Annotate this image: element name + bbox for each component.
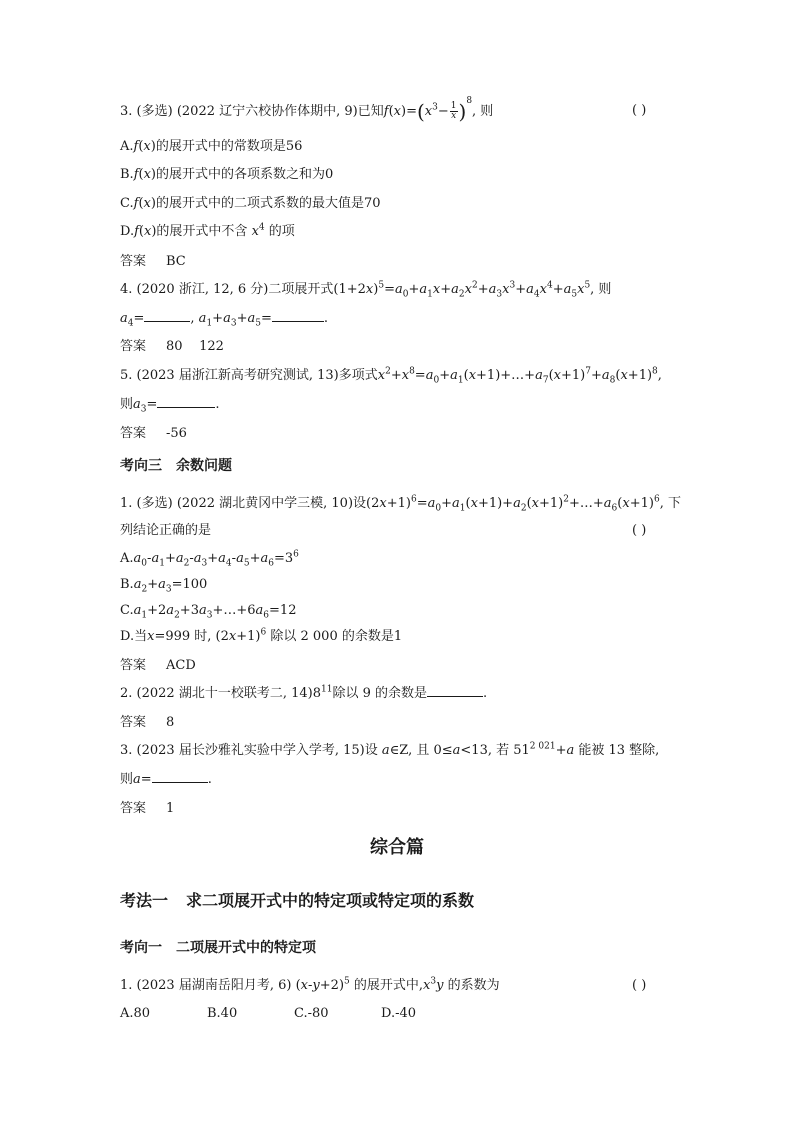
question-3b-stem: 3. (2023 届长沙雅礼实验中学入学考, 15)设 a∈Z, 且 0≤a<13, 若 $51^{2 021}+a$ 能被 13 整除, (120, 741, 660, 758)
question-source: (2022 湖北十一校联考二, 14) (136, 686, 313, 701)
answer-bracket: ( ) (632, 523, 647, 538)
answer-value: 8 (166, 715, 175, 730)
question-5-blank: 则$a_3=$ . (120, 397, 220, 415)
question-1-stem: 1. (多选) (2022 湖北黄冈中学三模, 10)设$(2x+1)^6=a_0+a_1(x+1)+a_2(x+1)^2+\dots+a_6(x+1)^6$, 下 (120, 494, 681, 514)
question-4-stem: 4. (2020 浙江, 12, 6 分)二项展开式$(1+2x)^5=a_0+a_1x+a_2x^2+a_3x^3+a_4x^4+a_5x^5$, 则 (120, 280, 612, 300)
choice-c: C.-80 (294, 1006, 329, 1021)
answer-value: 1 (166, 801, 175, 816)
fill-blank[interactable] (272, 309, 324, 322)
question-5-stem: 5. (2023 届浙江新高考研究测试, 13)多项式$x^2+x^8=a_0+a_1(x+1)+\dots+a_7(x+1)^7+a_8(x+1)^8$, (120, 366, 662, 386)
question-3-stem: 3. (多选) (2022 辽宁六校协作体期中, 9)已知$f(x)=(x^3-$ $\frac{1}{x}$ )$^8$, 则 (120, 96, 494, 124)
answer-line: 答案 8 (120, 715, 175, 730)
option-b: B.f(x)的展开式中的各项系数之和为0 (120, 167, 334, 182)
fill-blank[interactable] (157, 395, 215, 408)
method-heading: 考法一 求二项展开式中的特定项或特定项的系数 (120, 891, 475, 910)
answer-value: BC (166, 254, 186, 269)
fill-blank[interactable] (152, 770, 208, 783)
question-2-stem: 2. (2022 湖北十一校联考二, $14)8^{11}$除以 9 的余数是 . (120, 684, 488, 701)
option-c: $C.a_1+2a_2+3a_3+\dots+6a_6=12$ (120, 603, 297, 621)
option-a: $A.a_0-a_1+a_2-a_3+a_4-a_5+a_6=3^6$ (120, 549, 299, 569)
fill-blank[interactable] (427, 684, 483, 697)
question-tag: (多选) (136, 104, 173, 119)
answer-line: 答案 80 122 (120, 339, 224, 354)
question-1-stem-line2: 列结论正确的是 (120, 523, 212, 538)
answer-line: 答案 -56 (120, 426, 187, 441)
choice-d: D.-40 (381, 1006, 417, 1021)
answer-bracket: ( ) (632, 978, 647, 993)
question-source: (2020 浙江, 12, 6 分) (136, 282, 269, 297)
answer-bracket: ( ) (632, 103, 647, 118)
question-source: (2022 辽宁六校协作体期中, 9) (176, 104, 358, 119)
page-title: 综合篇 (370, 837, 424, 858)
question-source: (2023 届长沙雅礼实验中学入学考, 15) (136, 743, 365, 758)
question-source: (2022 湖北黄冈中学三模, 10) (176, 496, 354, 511)
question-3b-blank: 则a= . (120, 772, 212, 787)
fill-blank[interactable] (144, 309, 190, 322)
answer-line: 答案 ACD (120, 658, 196, 673)
option-d: D.当x=999 时, $(2x+1)^6$ 除以 2 000 的余数是1 (120, 627, 403, 644)
question-tag: (多选) (136, 496, 173, 511)
answer-line: 答案 BC (120, 254, 186, 269)
section-heading-remainder: 考向三 余数问题 (120, 458, 232, 474)
question-source: (2023 届湖南岳阳月考, 6) (136, 978, 292, 993)
option-d: D.f(x)的展开式中不含 $x^4$ 的项 (120, 222, 295, 239)
choice-b: B.40 (207, 1006, 238, 1021)
answer-line: 答案 1 (120, 801, 175, 816)
option-b: $B.a_2+a_3=100$ (120, 577, 208, 595)
option-c: C.f(x)的展开式中的二项式系数的最大值是70 (120, 196, 381, 211)
question-1c-stem: 1. (2023 届湖南岳阳月考, 6) $(x-y+2)^5$ 的展开式中$,x^3y$ 的系数为 (120, 976, 500, 993)
choice-row (120, 1004, 468, 1024)
answer-value: -56 (166, 426, 187, 441)
option-a: A.f(x)的展开式中的常数项是56 (120, 139, 303, 154)
fraction-1-over-x: $\frac{1}{x}$ (450, 101, 457, 121)
section-heading-direction-1: 考向一 二项展开式中的特定项 (120, 940, 316, 956)
question-4-blanks: $a_4=$ , $a_1+a_3+a_5=$ . (120, 311, 329, 329)
choice-a: A.80 (120, 1006, 151, 1021)
question-source: (2023 届浙江新高考研究测试, 13) (136, 368, 339, 383)
answer-value: 80 122 (166, 339, 224, 354)
question-number: 3. (120, 104, 133, 119)
answer-value: ACD (166, 658, 196, 673)
